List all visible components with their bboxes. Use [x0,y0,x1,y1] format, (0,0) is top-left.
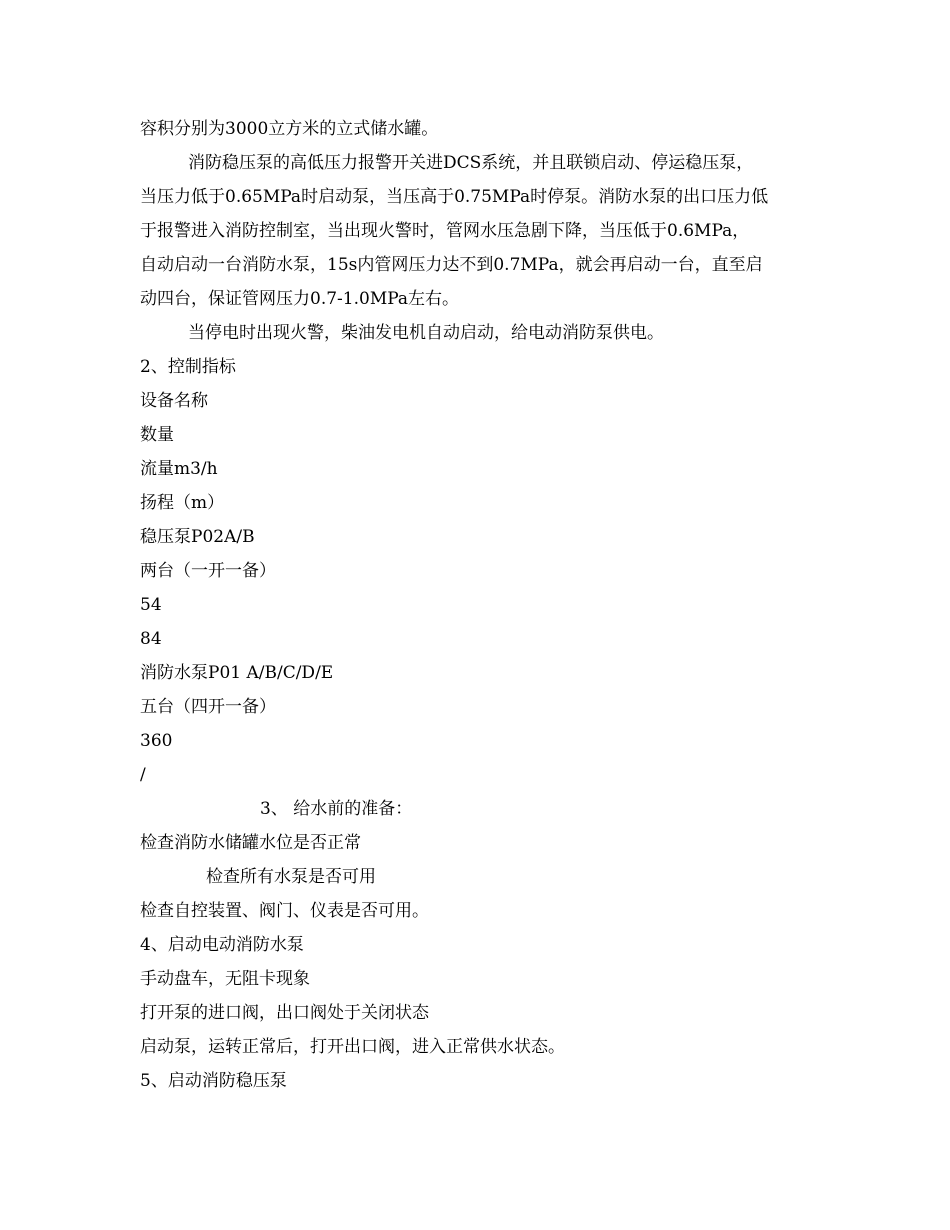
table-row-1-name: 稳压泵P02A/B [140,527,255,547]
table-row-2-head: / [140,765,146,785]
table-row-1-quantity: 两台（一开一备） [140,561,276,581]
table-header-head: 扬程（m） [140,493,225,513]
table-row-2-flow: 360 [140,731,173,751]
table-row-1-flow: 54 [140,595,162,615]
section-3-item-1: 检查消防水储罐水位是否正常 [140,833,361,853]
section-4-item-2: 打开泵的进口阀，出口阀处于关闭状态 [140,1003,429,1023]
paragraph-2: 当停电时出现火警，柴油发电机自动启动，给电动消防泵供电。 [188,323,664,343]
intro-line: 容积分别为3000立方米的立式储水罐。 [140,119,439,139]
table-header-flow: 流量m3/h [140,459,218,479]
paragraph-1-line-5: 动四台，保证管网压力0.7-1.0MPa左右。 [140,289,460,309]
section-5-heading: 5、启动消防稳压泵 [140,1071,287,1091]
section-3-heading: 3、 给水前的准备： [260,799,413,819]
paragraph-1-line-4: 自动启动一台消防水泵，15s内管网压力达不到0.7MPa，就会再启动一台，直至启 [140,255,763,275]
table-row-2-quantity: 五台（四开一备） [140,697,276,717]
section-3-item-3: 检查自控装置、阀门、仪表是否可用。 [140,901,429,921]
paragraph-1-line-1: 消防稳压泵的高低压力报警开关进DCS系统，并且联锁启动、停运稳压泵， [188,153,754,173]
section-3-item-2: 检查所有水泵是否可用 [206,867,376,887]
table-row-2-name: 消防水泵P01 A/B/C/D/E [140,663,334,683]
paragraph-1-line-3: 于报警进入消防控制室，当出现火警时，管网水压急剧下降，当压低于0.6MPa， [140,221,750,241]
table-row-1-head: 84 [140,629,162,649]
table-header-quantity: 数量 [140,425,174,445]
section-4-item-3: 启动泵，运转正常后，打开出口阀，进入正常供水状态。 [140,1037,565,1057]
section-4-item-1: 手动盘车，无阻卡现象 [140,969,310,989]
paragraph-1-line-2: 当压力低于0.65MPa时启动泵，当压高于0.75MPa时停泵。消防水泵的出口压力低 [140,187,769,207]
section-2-heading: 2、控制指标 [140,357,236,377]
section-4-heading: 4、启动电动消防水泵 [140,935,304,955]
table-header-name: 设备名称 [140,391,208,411]
